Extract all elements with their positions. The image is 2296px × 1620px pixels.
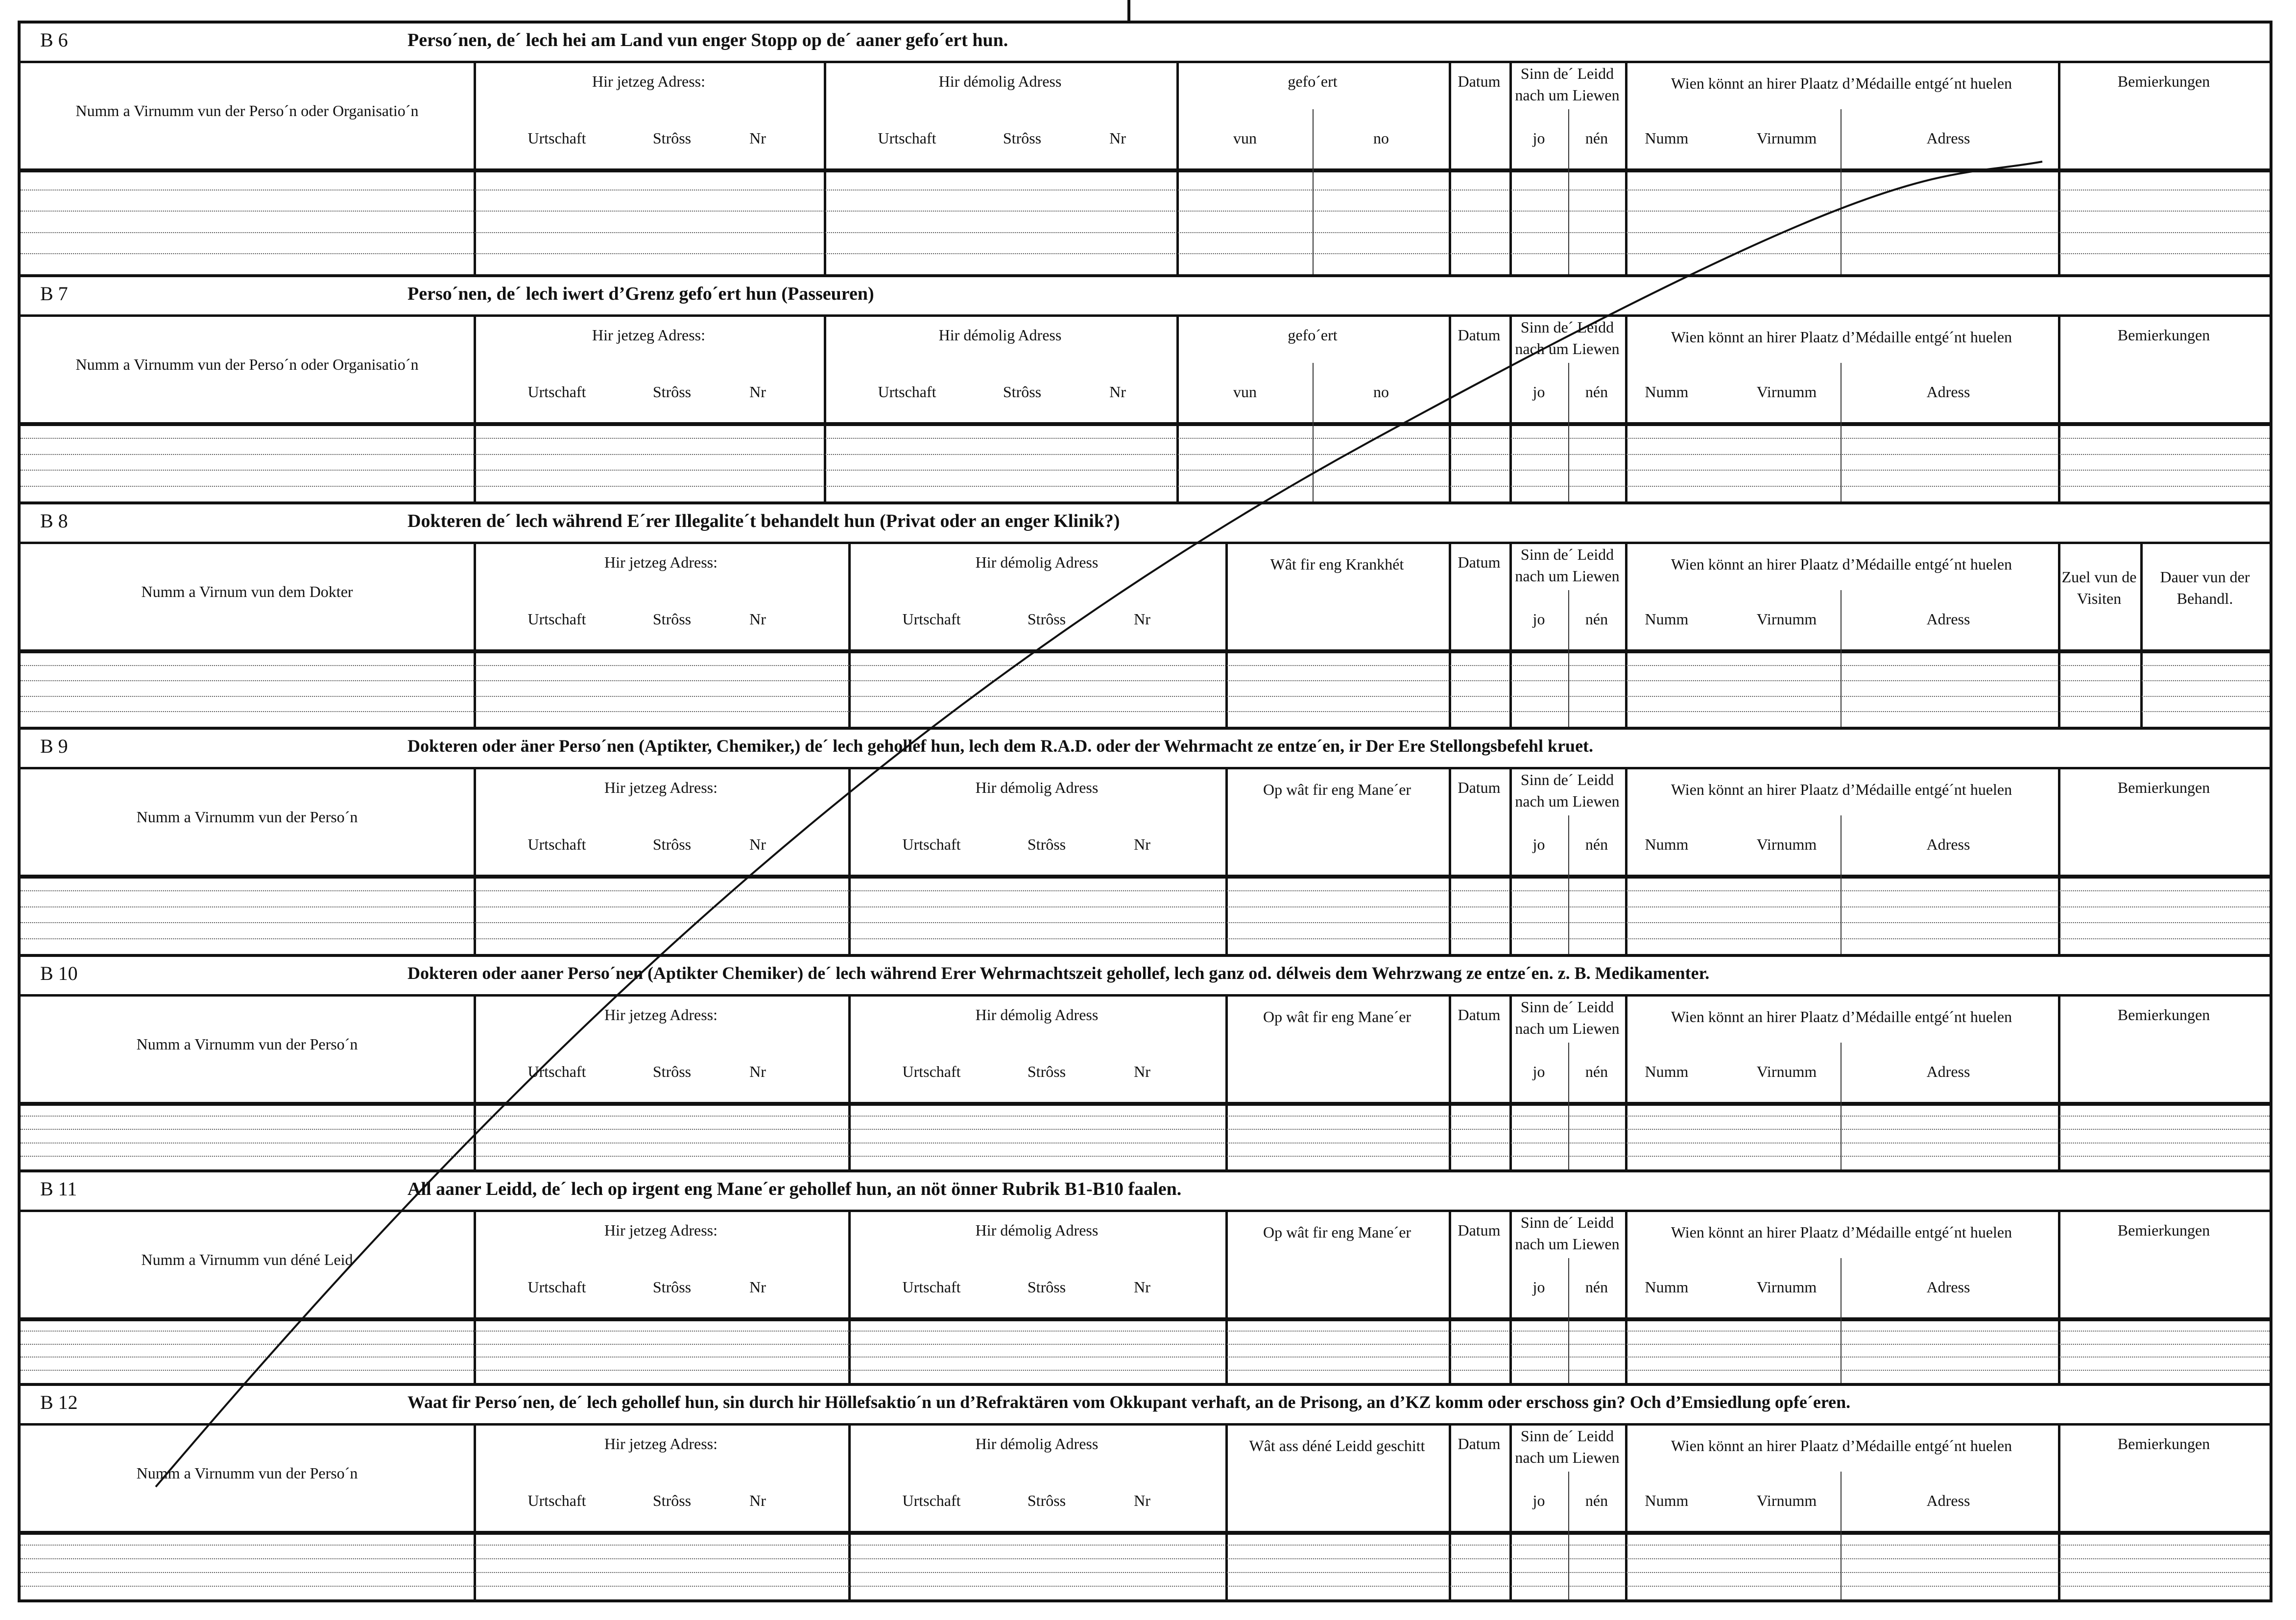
column-divider	[1509, 1102, 1512, 1169]
transported-header: gefo´ert	[1288, 72, 1338, 90]
still-alive-header: Sinn de´ Leidd nach um Liewen	[1515, 771, 1620, 810]
sub-column-divider	[1841, 1258, 1842, 1317]
top-binding-mark	[1127, 0, 1130, 22]
still-alive-header: Sinn de´ Leidd nach um Liewen	[1515, 546, 1620, 585]
section-number: B 7	[40, 283, 68, 305]
sub-column-divider	[1841, 649, 1842, 727]
first-name-label: Virnumm	[1756, 383, 1817, 401]
sub-column-divider	[1568, 1531, 1569, 1599]
yes-label: jo	[1532, 129, 1545, 147]
no-label: nén	[1585, 835, 1608, 853]
sub-column-divider	[1841, 363, 1842, 422]
current-address-header: Hir jetzeg Adress:	[604, 553, 718, 571]
treatment-duration-header: Dauer vun der Behandl.	[2160, 568, 2250, 607]
number-label: Nr	[1134, 1063, 1150, 1080]
transported-header: gefo´ert	[1288, 326, 1338, 344]
column-divider	[1509, 1531, 1512, 1599]
column-divider	[824, 422, 826, 501]
entry-line[interactable]	[21, 1344, 2270, 1345]
town-label: Urtschaft	[527, 610, 586, 628]
number-label: Nr	[1134, 610, 1150, 628]
yes-label: jo	[1532, 610, 1545, 628]
column-divider	[2140, 649, 2143, 727]
number-label: Nr	[749, 610, 766, 628]
section-number: B 12	[40, 1391, 78, 1413]
visit-count-header: Zuel vun de Visiten	[2061, 568, 2137, 607]
entry-line[interactable]	[21, 211, 2270, 212]
remarks-header: Bemierkungen	[2117, 779, 2210, 796]
no-label: nén	[1585, 129, 1608, 147]
sub-column-divider	[1841, 1317, 1842, 1383]
former-address-header: Hir démolig Adress	[938, 326, 1062, 344]
town-label: Urtschaft	[878, 383, 936, 401]
date-header: Datum	[1458, 72, 1501, 90]
column-divider	[1625, 1210, 1627, 1317]
section-b11	[21, 1172, 2270, 1386]
refractaires-form-page	[18, 21, 2272, 1602]
section-b8	[21, 504, 2270, 730]
surname-label: Numm	[1645, 1063, 1689, 1080]
name-column-header: Numm a Virnumm vun der Perso´n oder Organisatio´n	[75, 356, 419, 373]
town-label: Urtschaft	[902, 1063, 961, 1080]
column-divider	[2058, 875, 2060, 954]
sub-column-divider	[1313, 363, 1314, 422]
column-divider	[474, 422, 476, 501]
col4-header: Op wât fir eng Mane´er	[1263, 781, 1411, 798]
surname-label: Numm	[1645, 129, 1689, 147]
first-name-label: Virnumm	[1756, 610, 1817, 628]
current-address-header: Hir jetzeg Adress:	[604, 1221, 718, 1239]
section-number: B 8	[40, 510, 68, 532]
street-label: Strôss	[1027, 1492, 1066, 1509]
no-label: nén	[1585, 1063, 1608, 1080]
yes-label: jo	[1532, 835, 1545, 853]
town-label: Urtschaft	[527, 1063, 586, 1080]
column-divider	[1509, 875, 1512, 954]
street-label: Strôss	[652, 1063, 692, 1080]
medal-recipient-header: Wien könnt an hirer Plaatz d’Médaille entgé´nt huelen	[1671, 781, 2012, 798]
former-address-header: Hir démolig Adress	[975, 779, 1099, 796]
town-label: Urtschaft	[878, 129, 936, 147]
surname-label: Numm	[1645, 1278, 1689, 1296]
town-label: Urtschaft	[902, 1492, 961, 1509]
street-label: Strôss	[1003, 383, 1042, 401]
entry-line[interactable]	[21, 711, 2270, 712]
sub-column-divider	[1313, 168, 1314, 274]
section-number: B 6	[40, 29, 68, 51]
column-divider	[1449, 875, 1451, 954]
number-label: Nr	[1109, 129, 1126, 147]
street-label: Strôss	[652, 383, 692, 401]
entry-line[interactable]	[21, 906, 2270, 907]
entry-line[interactable]	[21, 1572, 2270, 1573]
medal-recipient-header: Wien könnt an hirer Plaatz d’Médaille entgé´nt huelen	[1671, 1008, 2012, 1025]
current-address-header: Hir jetzeg Adress:	[604, 1435, 718, 1453]
section-title: Dokteren oder äner Perso´nen (Aptikter, Chemiker,) de´ lech gehollef hun, lech dem R.A.D. oder der Wehrmacht ze entze´en, ir Der Ere Stellongsbefehl kruet.	[407, 736, 1594, 756]
address-label: Adress	[1926, 1492, 1970, 1509]
section-title-row	[21, 730, 2270, 769]
section-title-row	[21, 24, 2270, 63]
entry-line[interactable]	[21, 438, 2270, 439]
yes-label: jo	[1532, 1063, 1545, 1080]
column-divider	[1509, 61, 1512, 168]
entry-line[interactable]	[21, 938, 2270, 939]
former-address-header: Hir démolig Adress	[975, 553, 1099, 571]
column-divider	[1625, 61, 1627, 168]
entry-line[interactable]	[21, 1357, 2270, 1358]
column-divider	[474, 1531, 476, 1599]
column-divider	[1225, 1317, 1228, 1383]
col4-header: Op wât fir eng Mane´er	[1263, 1223, 1411, 1241]
section-b10	[21, 957, 2270, 1172]
entry-line[interactable]	[21, 1331, 2270, 1332]
name-column-header: Numm a Virnumm vun der Perso´n	[136, 808, 358, 826]
sub-column-divider	[1841, 1102, 1842, 1169]
street-label: Strôss	[652, 1278, 692, 1296]
sub-column-divider	[1568, 1102, 1569, 1169]
section-header-row	[21, 61, 2270, 172]
entry-line[interactable]	[21, 1116, 2270, 1117]
sub-column-divider	[1841, 1043, 1842, 1102]
column-divider	[1625, 542, 1627, 649]
column-divider	[1509, 542, 1512, 649]
address-label: Adress	[1926, 610, 1970, 628]
current-address-header: Hir jetzeg Adress:	[604, 1006, 718, 1024]
current-address-header: Hir jetzeg Adress:	[592, 72, 706, 90]
surname-label: Numm	[1645, 835, 1689, 853]
first-name-label: Virnumm	[1756, 835, 1817, 853]
entry-line[interactable]	[21, 1586, 2270, 1587]
section-entry-rows	[21, 649, 2270, 730]
col4-header: Op wât fir eng Mane´er	[1263, 1008, 1411, 1025]
street-label: Strôss	[652, 129, 692, 147]
column-divider	[1509, 168, 1512, 274]
no-label: nén	[1585, 383, 1608, 401]
town-label: Urtschaft	[527, 1492, 586, 1509]
still-alive-header: Sinn de´ Leidd nach um Liewen	[1515, 1427, 1620, 1466]
column-divider	[848, 875, 851, 954]
entry-line[interactable]	[21, 696, 2270, 697]
column-divider	[1449, 1531, 1451, 1599]
section-header-row	[21, 1423, 2270, 1535]
column-divider	[824, 168, 826, 274]
section-title: Dokteren oder aaner Perso´nen (Aptikter Chemiker) de´ lech während Erer Wehrmachtszeit gehollef, lech ganz od. délweis dem Wehrzwang ze entze´en. z. B. Medikamenter.	[407, 963, 1710, 983]
from-label: vun	[1233, 129, 1257, 147]
column-divider	[2058, 1531, 2060, 1599]
name-column-header: Numm a Virnumm vun der Perso´n	[136, 1464, 358, 1482]
column-divider	[1625, 168, 1627, 274]
yes-label: jo	[1532, 383, 1545, 401]
column-divider	[1509, 314, 1512, 422]
town-label: Urtschaft	[902, 1278, 961, 1296]
section-title: Perso´nen, de´ lech iwert d’Grenz gefo´ert hun (Passeuren)	[407, 284, 874, 304]
street-label: Strôss	[652, 835, 692, 853]
surname-label: Numm	[1645, 1492, 1689, 1509]
column-divider	[1509, 1317, 1512, 1383]
first-name-label: Virnumm	[1756, 1492, 1817, 1509]
section-b9	[21, 730, 2270, 957]
town-label: Urtschaft	[902, 610, 961, 628]
date-header: Datum	[1458, 326, 1501, 344]
entry-line[interactable]	[21, 253, 2270, 254]
address-label: Adress	[1926, 1278, 1970, 1296]
entry-line[interactable]	[21, 454, 2270, 455]
former-address-header: Hir démolig Adress	[975, 1221, 1099, 1239]
entry-line[interactable]	[21, 1143, 2270, 1144]
date-header: Datum	[1458, 779, 1501, 796]
section-number: B 10	[40, 962, 78, 984]
column-divider	[1449, 168, 1451, 274]
section-entry-rows	[21, 875, 2270, 957]
remarks-header: Bemierkungen	[2117, 1006, 2210, 1024]
date-header: Datum	[1458, 1006, 1501, 1024]
street-label: Strôss	[1027, 835, 1066, 853]
street-label: Strôss	[1003, 129, 1042, 147]
entry-line[interactable]	[21, 665, 2270, 666]
section-title-row	[21, 1172, 2270, 1212]
current-address-header: Hir jetzeg Adress:	[604, 779, 718, 796]
sub-column-divider	[1841, 168, 1842, 274]
medal-recipient-header: Wien könnt an hirer Plaatz d’Médaille entgé´nt huelen	[1671, 555, 2012, 573]
date-header: Datum	[1458, 553, 1501, 571]
section-header-row	[21, 994, 2270, 1106]
column-divider	[1625, 1317, 1627, 1383]
entry-line[interactable]	[21, 922, 2270, 923]
sub-column-divider	[1841, 590, 1842, 649]
column-divider	[1449, 649, 1451, 727]
date-header: Datum	[1458, 1221, 1501, 1239]
column-divider	[1625, 994, 1627, 1102]
former-address-header: Hir démolig Adress	[938, 72, 1062, 90]
section-b7	[21, 277, 2270, 504]
entry-line[interactable]	[21, 1370, 2270, 1371]
remarks-header: Bemierkungen	[2117, 72, 2210, 90]
to-label: no	[1373, 383, 1389, 401]
entry-line[interactable]	[21, 890, 2270, 891]
column-divider	[474, 1317, 476, 1383]
remarks-header: Bemierkungen	[2117, 326, 2210, 344]
section-header-row	[21, 314, 2270, 426]
number-label: Nr	[749, 1492, 766, 1509]
sub-column-divider	[1568, 875, 1569, 954]
yes-label: jo	[1532, 1278, 1545, 1296]
column-divider	[1449, 422, 1451, 501]
section-entry-rows	[21, 1531, 2270, 1602]
column-divider	[1509, 422, 1512, 501]
town-label: Urtschaft	[527, 1278, 586, 1296]
number-label: Nr	[1134, 835, 1150, 853]
entry-line[interactable]	[21, 1156, 2270, 1157]
column-divider	[1509, 1210, 1512, 1317]
name-column-header: Numm a Virnumm vun déné Leid	[141, 1251, 353, 1268]
street-label: Strôss	[652, 610, 692, 628]
section-b6	[21, 24, 2270, 277]
column-divider	[1625, 422, 1627, 501]
first-name-label: Virnumm	[1756, 129, 1817, 147]
sub-column-divider	[1568, 168, 1569, 274]
number-label: Nr	[1134, 1278, 1150, 1296]
column-divider	[2058, 1102, 2060, 1169]
column-divider	[848, 1317, 851, 1383]
entry-line[interactable]	[21, 680, 2270, 681]
remarks-header: Bemierkungen	[2117, 1221, 2210, 1239]
sub-column-divider	[1568, 422, 1569, 501]
address-label: Adress	[1926, 383, 1970, 401]
date-header: Datum	[1458, 1435, 1501, 1453]
address-label: Adress	[1926, 1063, 1970, 1080]
column-divider	[1625, 314, 1627, 422]
town-label: Urtschaft	[527, 383, 586, 401]
medal-recipient-header: Wien könnt an hirer Plaatz d’Médaille entgé´nt huelen	[1671, 328, 2012, 346]
column-divider	[1625, 1423, 1627, 1531]
column-divider	[848, 1531, 851, 1599]
name-column-header: Numm a Virnum vun dem Dokter	[141, 583, 353, 600]
entry-line[interactable]	[21, 470, 2270, 471]
column-divider	[474, 875, 476, 954]
sub-column-divider	[1841, 875, 1842, 954]
sub-column-divider	[1313, 109, 1314, 168]
surname-label: Numm	[1645, 610, 1689, 628]
address-label: Adress	[1926, 129, 1970, 147]
current-address-header: Hir jetzeg Adress:	[592, 326, 706, 344]
yes-label: jo	[1532, 1492, 1545, 1509]
column-divider	[1509, 994, 1512, 1102]
section-header-row	[21, 1210, 2270, 1321]
to-label: no	[1373, 129, 1389, 147]
entry-line[interactable]	[21, 486, 2270, 487]
medal-recipient-header: Wien könnt an hirer Plaatz d’Médaille entgé´nt huelen	[1671, 1223, 2012, 1241]
former-address-header: Hir démolig Adress	[975, 1435, 1099, 1453]
sub-column-divider	[1568, 1317, 1569, 1383]
column-divider	[1449, 1102, 1451, 1169]
sub-column-divider	[1841, 109, 1842, 168]
sub-column-divider	[1841, 422, 1842, 501]
column-divider	[1449, 1317, 1451, 1383]
column-divider	[2058, 168, 2060, 274]
column-divider	[848, 649, 851, 727]
entry-line[interactable]	[21, 190, 2270, 191]
column-divider	[1509, 1423, 1512, 1531]
entry-line[interactable]	[21, 232, 2270, 233]
street-label: Strôss	[1027, 1278, 1066, 1296]
col4-header: Wât fir eng Krankhét	[1270, 555, 1404, 573]
column-divider	[1225, 1102, 1228, 1169]
number-label: Nr	[749, 1063, 766, 1080]
column-divider	[1176, 422, 1179, 501]
entry-line[interactable]	[21, 1545, 2270, 1546]
section-header-row	[21, 767, 2270, 879]
section-header-row	[21, 542, 2270, 653]
no-label: nén	[1585, 1278, 1608, 1296]
still-alive-header: Sinn de´ Leidd nach um Liewen	[1515, 998, 1620, 1037]
column-divider	[1509, 649, 1512, 727]
section-title-row	[21, 504, 2270, 544]
section-title-row	[21, 1386, 2270, 1426]
section-title: All aaner Leidd, de´ lech op irgent eng Mane´er gehollef hun, an nöt önner Rubrik B1-B10 faalen.	[407, 1179, 1182, 1199]
name-column-header: Numm a Virnumm vun der Perso´n	[136, 1035, 358, 1053]
number-label: Nr	[1109, 383, 1126, 401]
still-alive-header: Sinn de´ Leidd nach um Liewen	[1515, 1214, 1620, 1253]
column-divider	[474, 168, 476, 274]
sub-column-divider	[1568, 649, 1569, 727]
no-label: nén	[1585, 610, 1608, 628]
column-divider	[474, 649, 476, 727]
sub-column-divider	[1841, 1531, 1842, 1599]
medal-recipient-header: Wien könnt an hirer Plaatz d’Médaille entgé´nt huelen	[1671, 1437, 2012, 1454]
section-title: Dokteren de´ lech während E´rer Illegalite´t behandelt hun (Privat oder an enger Klinik?)	[407, 511, 1120, 531]
medal-recipient-header: Wien könnt an hirer Plaatz d’Médaille entgé´nt huelen	[1671, 74, 2012, 92]
entry-line[interactable]	[21, 1558, 2270, 1559]
column-divider	[1225, 1531, 1228, 1599]
number-label: Nr	[749, 129, 766, 147]
column-divider	[1225, 649, 1228, 727]
col4-header: Wât ass déné Leidd geschitt	[1249, 1437, 1425, 1454]
from-label: vun	[1233, 383, 1257, 401]
still-alive-header: Sinn de´ Leidd nach um Liewen	[1515, 65, 1620, 104]
number-label: Nr	[749, 835, 766, 853]
column-divider	[1225, 875, 1228, 954]
no-label: nén	[1585, 1492, 1608, 1509]
section-title-row	[21, 277, 2270, 317]
column-divider	[474, 1102, 476, 1169]
number-label: Nr	[749, 1278, 766, 1296]
column-divider	[1509, 767, 1512, 875]
town-label: Urtschaft	[902, 835, 961, 853]
section-number: B 9	[40, 735, 68, 757]
column-divider	[1625, 1531, 1627, 1599]
sub-column-divider	[1313, 422, 1314, 501]
town-label: Urtschaft	[527, 835, 586, 853]
section-entry-rows	[21, 1317, 2270, 1386]
surname-label: Numm	[1645, 383, 1689, 401]
still-alive-header: Sinn de´ Leidd nach um Liewen	[1515, 318, 1620, 357]
town-label: Urtschaft	[527, 129, 586, 147]
first-name-label: Virnumm	[1756, 1063, 1817, 1080]
street-label: Strôss	[652, 1492, 692, 1509]
number-label: Nr	[749, 383, 766, 401]
section-number: B 11	[40, 1178, 77, 1200]
section-entry-rows	[21, 1102, 2270, 1172]
column-divider	[1625, 649, 1627, 727]
section-title: Perso´nen, de´ lech hei am Land vun enger Stopp op de´ aaner gefo´ert hun.	[407, 30, 1008, 50]
column-divider	[2058, 1317, 2060, 1383]
section-title: Waat fir Perso´nen, de´ lech gehollef hun, sin durch hir Höllefsaktio´n un d’Refraktären vom Okkupant verhaft, an de Prisong, an d’KZ komm oder erschoss gin? Och d’Emsiedlung opfe´eren.	[407, 1392, 1851, 1412]
column-divider	[1625, 767, 1627, 875]
street-label: Strôss	[1027, 610, 1066, 628]
column-divider	[2058, 649, 2060, 727]
section-entry-rows	[21, 168, 2270, 277]
sub-column-divider	[1841, 815, 1842, 875]
section-b12	[21, 1386, 2270, 1602]
entry-line[interactable]	[21, 1129, 2270, 1130]
address-label: Adress	[1926, 835, 1970, 853]
column-divider	[1176, 168, 1179, 274]
column-divider	[848, 1102, 851, 1169]
street-label: Strôss	[1027, 1063, 1066, 1080]
column-divider	[1625, 1102, 1627, 1169]
first-name-label: Virnumm	[1756, 1278, 1817, 1296]
former-address-header: Hir démolig Adress	[975, 1006, 1099, 1024]
column-divider	[2058, 422, 2060, 501]
name-column-header: Numm a Virnumm vun der Perso´n oder Organisatio´n	[75, 102, 419, 119]
column-divider	[1625, 875, 1627, 954]
section-entry-rows	[21, 422, 2270, 504]
sub-column-divider	[1841, 1472, 1842, 1531]
number-label: Nr	[1134, 1492, 1150, 1509]
section-title-row	[21, 957, 2270, 997]
remarks-header: Bemierkungen	[2117, 1435, 2210, 1453]
